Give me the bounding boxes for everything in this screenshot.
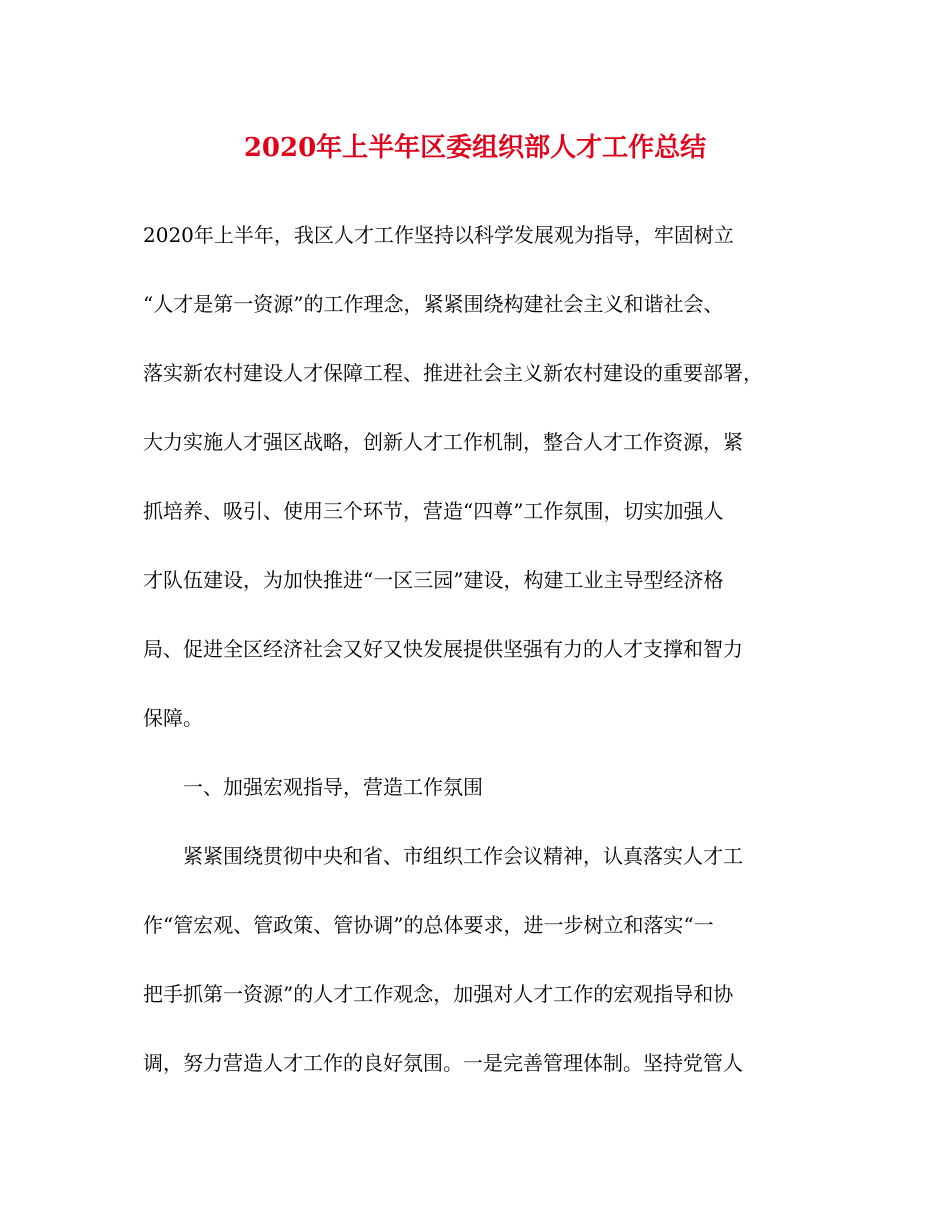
paragraph-line: 2020年上半年，我区人才工作坚持以科学发展观为指导，牢固树立: [143, 223, 734, 247]
paragraph-line: “人才是第一资源”的工作理念，紧紧围绕构建社会主义和谐社会、: [143, 292, 724, 316]
paragraph-line: 调，努力营造人才工作的良好氛围。一是完善管理体制。坚持党管人: [143, 1051, 743, 1075]
paragraph-line: 保障。: [143, 706, 203, 730]
paragraph-line: 局、促进全区经济社会又好又快发展提供坚强有力的人才支撑和智力: [143, 637, 743, 661]
paragraph-line: 把手抓第一资源”的人才工作观念，加强对人才工作的宏观指导和协: [143, 982, 734, 1006]
paragraph-line: 才队伍建设，为加快推进“一区三园”建设，构建工业主导型经济格: [143, 568, 724, 592]
section-heading: 一、加强宏观指导，营造工作氛围: [183, 775, 483, 799]
paragraph-line: 抓培养、吸引、使用三个环节，营造“四尊”工作氛围，切实加强人: [143, 499, 724, 523]
paragraph-line: 作“管宏观、管政策、管协调”的总体要求，进一步树立和落实“一: [143, 913, 714, 937]
document-title: 2020年上半年区委组织部人才工作总结: [243, 133, 707, 163]
paragraph-line: 落实新农村建设人才保障工程、推进社会主义新农村建设的重要部署，: [143, 361, 763, 385]
paragraph-line: 大力实施人才强区战略，创新人才工作机制，整合人才工作资源，紧: [143, 430, 743, 454]
paragraph-line: 紧紧围绕贯彻中央和省、市组织工作会议精神，认真落实人才工: [183, 844, 743, 868]
